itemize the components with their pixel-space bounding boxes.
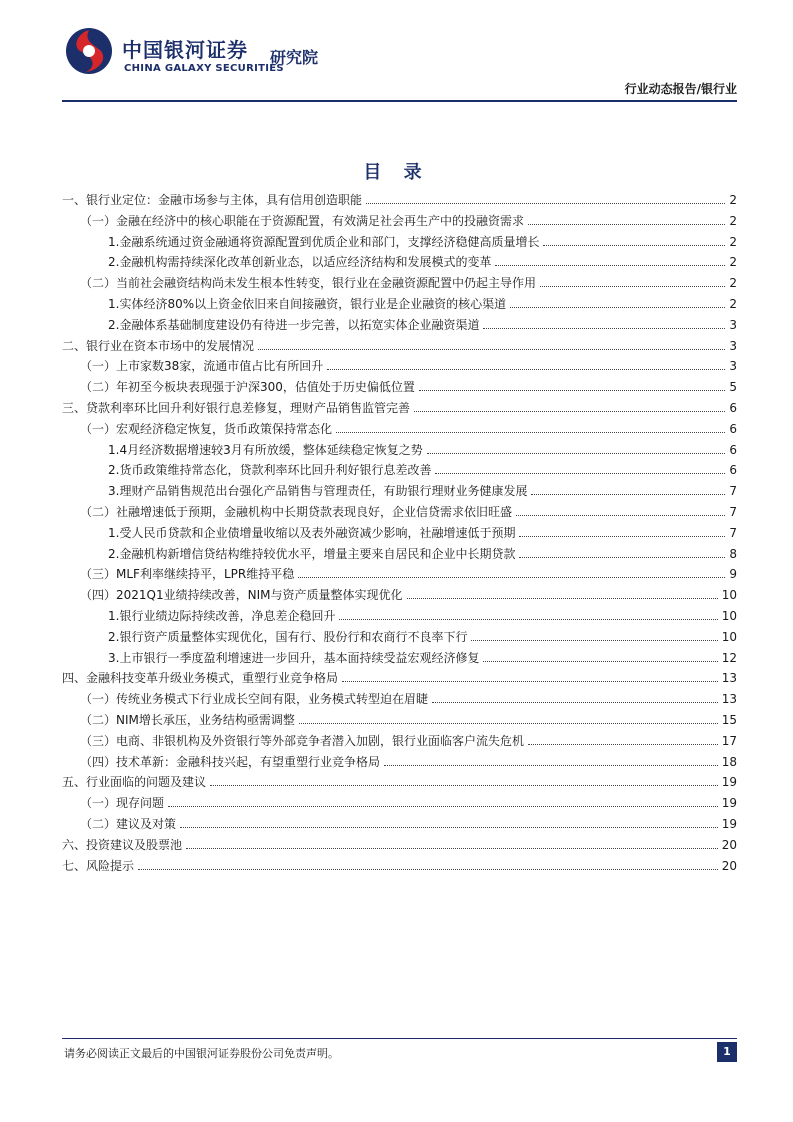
- toc-entry-page: 10: [721, 608, 737, 623]
- toc-entry[interactable]: [62, 857, 737, 878]
- toc-entry[interactable]: [62, 233, 737, 254]
- toc-dot-leader: [528, 224, 725, 225]
- toc-dot-leader: [519, 557, 725, 558]
- toc-dot-leader: [407, 598, 718, 599]
- toc-entry-page: 3: [729, 338, 737, 353]
- toc-dot-leader: [186, 848, 718, 849]
- toc-entry-page: 3: [729, 317, 737, 332]
- toc-entry-text: 1.4月经济数据增速较3月有所放缓，整体延续稳定恢复之势: [108, 442, 423, 457]
- toc-entry[interactable]: [62, 565, 737, 586]
- toc-entry[interactable]: [62, 836, 737, 857]
- toc-entry-text: 1.银行业绩边际持续改善，净息差企稳回升: [108, 608, 336, 623]
- toc-entry-page: 5: [729, 380, 737, 395]
- logo-department: 研究院: [270, 48, 319, 67]
- toc-entry-text: 1.受人民币贷款和企业债增量收缩以及表外融资减少影响，社融增速低于预期: [108, 525, 516, 540]
- toc-entry[interactable]: [62, 482, 737, 503]
- toc-dot-leader: [168, 806, 718, 807]
- report-type-label: 行业动态报告/银行业: [624, 82, 737, 96]
- toc-entry[interactable]: [62, 690, 737, 711]
- toc-entry[interactable]: [62, 212, 737, 233]
- toc-entry-page: 3: [729, 359, 737, 374]
- toc-entry-text: 2.金融机构需持续深化改革创新业态，以适应经济结构和发展模式的变革: [108, 255, 492, 270]
- toc-entry-text: （一）现存问题: [80, 796, 165, 811]
- toc-entry[interactable]: [62, 794, 737, 815]
- company-logo: [64, 26, 364, 86]
- toc-dot-leader: [510, 307, 725, 308]
- toc-entry[interactable]: [62, 316, 737, 337]
- toc-dot-leader: [342, 681, 718, 682]
- toc-entry-page: 19: [721, 775, 737, 790]
- toc-dot-leader: [516, 515, 725, 516]
- toc-entry[interactable]: [62, 274, 737, 295]
- toc-entry-text: 一、银行业定位：金融市场参与主体，具有信用创造职能: [62, 193, 363, 207]
- toc-entry-page: 19: [721, 796, 737, 811]
- toc-entry[interactable]: [62, 524, 737, 545]
- toc-dot-leader: [298, 577, 725, 578]
- toc-entry-text: 2.金融机构新增信贷结构维持较优水平，增量主要来自居民和企业中长期贷款: [108, 546, 516, 561]
- toc-entry[interactable]: [62, 503, 737, 524]
- toc-entry-text: （一）金融在经济中的核心职能在于资源配置，有效满足社会再生产中的投融资需求: [80, 213, 525, 228]
- toc-entry-page: 12: [721, 650, 737, 665]
- toc-entry-page: 2: [729, 193, 737, 207]
- toc-entry-page: 13: [721, 692, 737, 707]
- toc-entry[interactable]: [62, 545, 737, 566]
- toc-entry-text: （二）社融增速低于预期，金融机构中长期贷款表现良好，企业信贷需求依旧旺盛: [80, 504, 513, 519]
- toc-entry-text: 2.银行资产质量整体实现优化，国有行、股份行和农商行不良率下行: [108, 629, 468, 644]
- toc-entry-page: 17: [721, 733, 737, 748]
- toc-dot-leader: [336, 432, 725, 433]
- toc-entry[interactable]: [62, 191, 737, 212]
- toc-entry-text: 二、银行业在资本市场中的发展情况: [62, 338, 255, 353]
- toc-entry-text: 五、行业面临的问题及建议: [62, 775, 207, 790]
- toc-entry-text: 三、贷款利率环比回升利好银行息差修复，理财产品销售监管完善: [62, 400, 411, 415]
- toc-entry[interactable]: [62, 669, 737, 690]
- toc-entry-text: （四）2021Q1业绩持续改善，NIM与资产质量整体实现优化: [80, 588, 403, 603]
- toc-dot-leader: [531, 494, 725, 495]
- toc-entry-text: 1.金融系统通过资金融通将资源配置到优质企业和部门，支撑经济稳健高质量增长: [108, 234, 540, 249]
- toc-entry[interactable]: [62, 753, 737, 774]
- toc-entry[interactable]: [62, 586, 737, 607]
- toc-entry[interactable]: [62, 711, 737, 732]
- toc-entry-text: 2.货币政策维持常态化，贷款利率环比回升利好银行息差改善: [108, 463, 432, 478]
- toc-entry-page: 10: [721, 629, 737, 644]
- toc-entry-page: 7: [729, 484, 737, 499]
- toc-entry-page: 20: [721, 858, 737, 873]
- toc-entry-text: （三）电商、非银机构及外资银行等外部竞争者潜入加剧，银行业面临客户流失危机: [80, 733, 525, 748]
- toc-entry-page: 7: [729, 504, 737, 519]
- toc-entry-text: 3.理财产品销售规范出台强化产品销售与管理责任，有助银行理财业务健康发展: [108, 484, 528, 499]
- footer-disclaimer: 请务必阅读正文最后的中国银河证券股份公司免责声明。: [64, 1047, 339, 1060]
- toc-entry-text: （二）当前社会融资结构尚未发生根本性转变，银行业在金融资源配置中仍起主导作用: [80, 276, 537, 291]
- toc-dot-leader: [414, 411, 725, 412]
- toc-entry[interactable]: [62, 815, 737, 836]
- toc-title: 目 录: [363, 162, 430, 183]
- toc-dot-leader: [339, 619, 717, 620]
- toc-entry-text: 四、金融科技变革升级业务模式，重塑行业竞争格局: [62, 671, 339, 686]
- toc-entry-page: 8: [729, 546, 737, 561]
- toc-entry[interactable]: [62, 628, 737, 649]
- toc-dot-leader: [435, 473, 725, 474]
- toc-entry-page: 2: [729, 296, 737, 311]
- toc-entry[interactable]: [62, 399, 737, 420]
- toc-entry-page: 2: [729, 255, 737, 270]
- toc-entry[interactable]: [62, 441, 737, 462]
- toc-entry[interactable]: [62, 378, 737, 399]
- toc-entry[interactable]: [62, 732, 737, 753]
- toc-entry[interactable]: [62, 607, 737, 628]
- toc-entry-text: （三）MLF利率继续持平，LPR维持平稳: [80, 567, 295, 582]
- toc-entry-text: 1.实体经济80%以上资金依旧来自间接融资，银行业是企业融资的核心渠道: [108, 296, 507, 311]
- toc-entry[interactable]: [62, 295, 737, 316]
- toc-dot-leader: [471, 640, 717, 641]
- toc-dot-leader: [543, 245, 725, 246]
- toc-dot-leader: [180, 827, 718, 828]
- toc-entry-text: （一）上市家数38家，流通市值占比有所回升: [80, 359, 324, 374]
- toc-entry-text: 3.上市银行一季度盈利增速进一步回升，基本面持续受益宏观经济修复: [108, 650, 480, 665]
- toc-entry-text: 七、风险提示: [62, 858, 135, 873]
- toc-entry-text: （二）年初至今板块表现强于沪深300，估值处于历史偏低位置: [80, 380, 415, 395]
- toc-entry-text: （一）宏观经济稳定恢复，货币政策保持常态化: [80, 421, 333, 436]
- toc-entry-page: 15: [721, 712, 737, 727]
- toc-dot-leader: [258, 349, 725, 350]
- toc-dot-leader: [432, 702, 718, 703]
- toc-entry[interactable]: [62, 337, 737, 358]
- toc-entry-text: （二）NIM增长承压，业务结构亟需调整: [80, 712, 295, 727]
- logo-english-name: CHINA GALAXY SECURITIES: [124, 63, 284, 74]
- toc-entry[interactable]: [62, 649, 737, 670]
- table-of-contents: [62, 191, 737, 877]
- toc-entry[interactable]: [62, 461, 737, 482]
- toc-dot-leader: [384, 765, 718, 766]
- toc-dot-leader: [427, 453, 726, 454]
- toc-dot-leader: [210, 785, 718, 786]
- toc-entry-text: （二）建议及对策: [80, 816, 177, 831]
- toc-entry-page: 6: [729, 442, 737, 457]
- footer-divider: [62, 1038, 737, 1039]
- toc-dot-leader: [366, 203, 725, 204]
- toc-dot-leader: [483, 661, 717, 662]
- toc-entry-page: 13: [721, 671, 737, 686]
- toc-entry-page: 2: [729, 234, 737, 249]
- toc-dot-leader: [519, 536, 725, 537]
- toc-entry-page: 20: [721, 837, 737, 852]
- toc-entry-text: （一）传统业务模式下行业成长空间有限，业务模式转型迫在眉睫: [80, 692, 429, 707]
- toc-entry-page: 19: [721, 816, 737, 831]
- toc-entry-page: 7: [729, 525, 737, 540]
- toc-dot-leader: [483, 328, 725, 329]
- toc-entry-page: 6: [729, 421, 737, 436]
- toc-entry[interactable]: [62, 357, 737, 378]
- toc-dot-leader: [327, 369, 725, 370]
- toc-entry[interactable]: [62, 420, 737, 441]
- toc-entry-text: 2.金融体系基础制度建设仍有待进一步完善，以拓宽实体企业融资渠道: [108, 317, 480, 332]
- toc-entry-page: 2: [729, 276, 737, 291]
- toc-dot-leader: [528, 744, 718, 745]
- header-divider: [62, 100, 737, 102]
- toc-entry-page: 18: [721, 754, 737, 769]
- toc-entry[interactable]: [62, 773, 737, 794]
- logo-chinese-name: 中国银河证券: [122, 38, 248, 62]
- toc-entry-text: （四）技术革新：金融科技兴起，有望重塑行业竞争格局: [80, 754, 381, 769]
- toc-entry-page: 6: [729, 400, 737, 415]
- toc-dot-leader: [419, 390, 725, 391]
- page-number-badge: 1: [717, 1042, 737, 1062]
- toc-entry-page: 6: [729, 463, 737, 478]
- toc-entry-text: 六、投资建议及股票池: [62, 837, 183, 852]
- toc-dot-leader: [495, 265, 725, 266]
- toc-dot-leader: [540, 286, 725, 287]
- toc-entry-page: 2: [729, 213, 737, 228]
- galaxy-logo-icon: [64, 26, 114, 76]
- toc-entry[interactable]: [62, 253, 737, 274]
- toc-dot-leader: [138, 869, 718, 870]
- toc-dot-leader: [299, 723, 718, 724]
- toc-entry-page: 9: [729, 567, 737, 582]
- toc-entry-page: 10: [721, 588, 737, 603]
